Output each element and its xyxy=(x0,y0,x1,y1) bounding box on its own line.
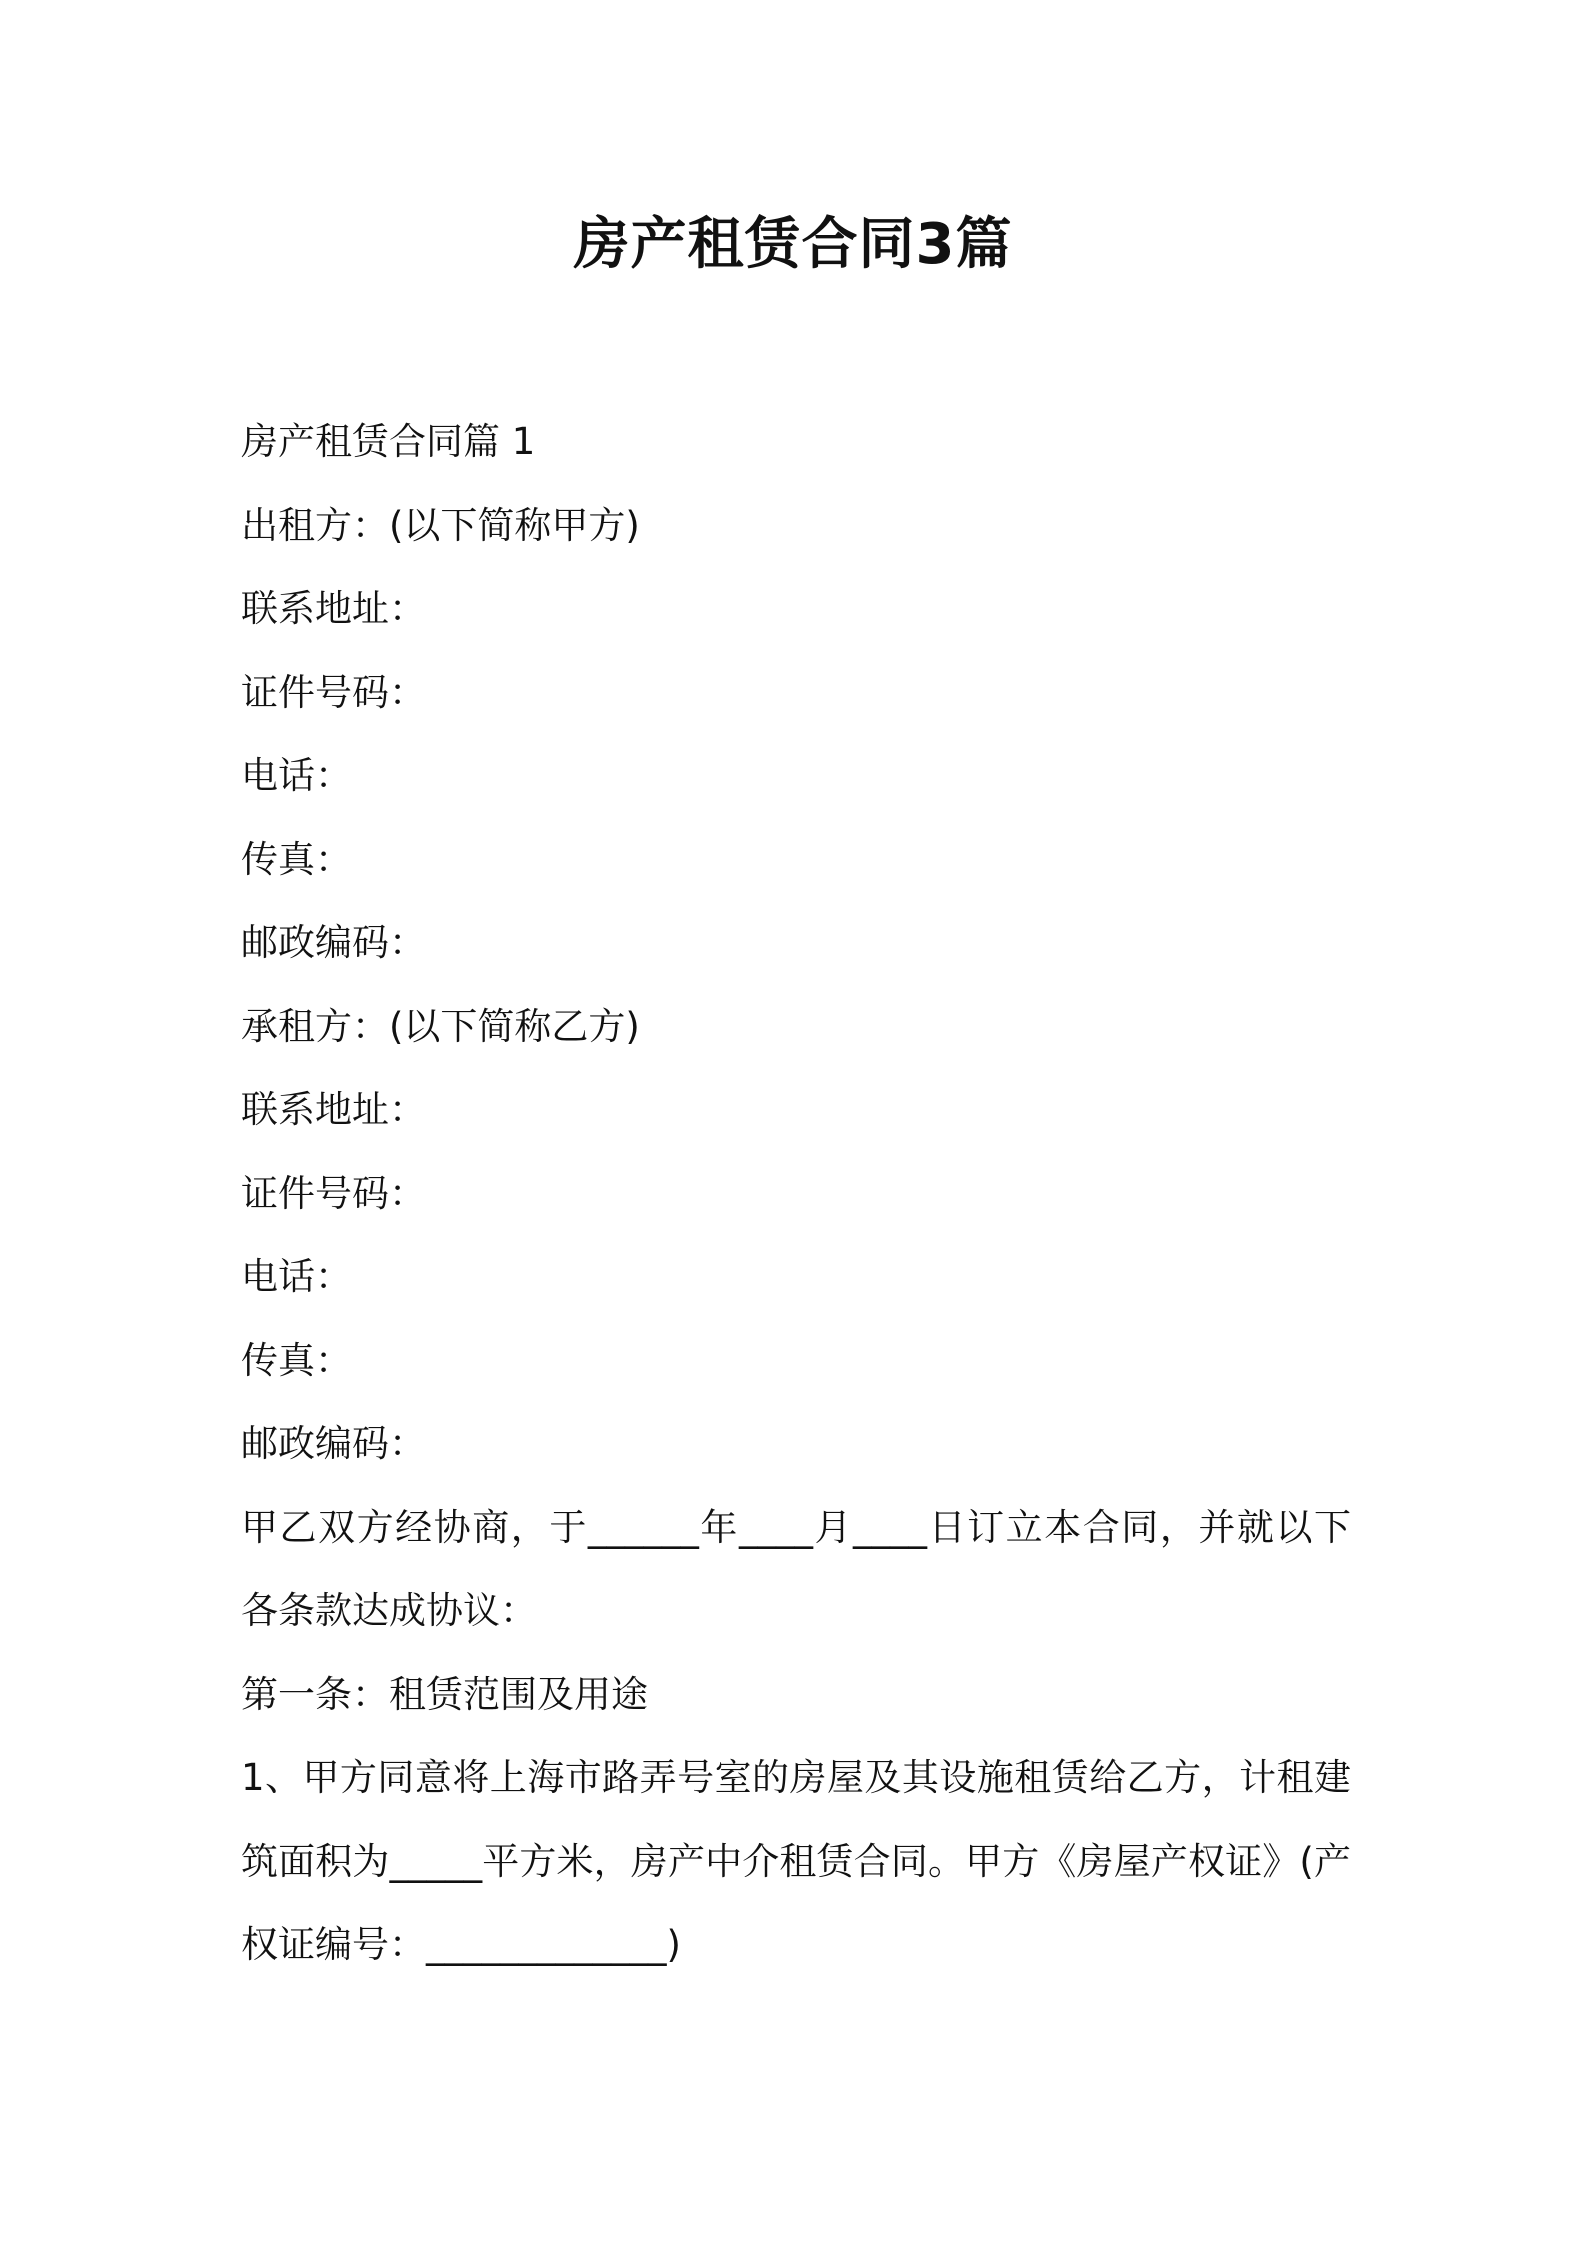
lessee-id-label: 证件号码： xyxy=(241,1171,426,1215)
article-one-heading: 第一条：租赁范围及用途 xyxy=(241,1672,648,1716)
agreement-paragraph-line-2: 各条款达成协议： xyxy=(241,1589,537,1632)
lessor-label: 出租方：(以下简称甲方) xyxy=(241,503,640,547)
lessor-address-label: 联系地址： xyxy=(241,587,426,630)
lessee-postcode-label: 邮政编码： xyxy=(241,1422,426,1465)
lessor-id-label: 证件号码： xyxy=(241,670,426,714)
agreement-paragraph-line-1: 甲乙双方经协商，于______年____月____日订立本合同，并就以下 xyxy=(241,1505,1351,1549)
document-title: 房产租赁合同3篇 xyxy=(573,212,1013,277)
clause-1-line-1: 1、甲方同意将上海市路弄号室的房屋及其设施租赁给乙方，计租建 xyxy=(241,1756,1351,1799)
lessee-label: 承租方：(以下简称乙方) xyxy=(241,1004,640,1048)
lessee-address-label: 联系地址： xyxy=(241,1088,426,1131)
clause-1-line-2: 筑面积为_____平方米，房产中介租赁合同。甲方《房屋产权证》(产 xyxy=(241,1839,1351,1883)
lessor-postcode-label: 邮政编码： xyxy=(241,921,426,964)
lessee-phone-label: 电话： xyxy=(241,1255,352,1298)
lessor-phone-label: 电话： xyxy=(241,754,352,797)
document-body xyxy=(241,400,1351,1987)
clause-1-line-3: 权证编号：_____________) xyxy=(241,1923,681,1966)
lessee-fax-label: 传真： xyxy=(241,1338,352,1382)
section-heading: 房产租赁合同篇 1 xyxy=(241,420,536,463)
lessor-fax-label: 传真： xyxy=(241,837,352,881)
